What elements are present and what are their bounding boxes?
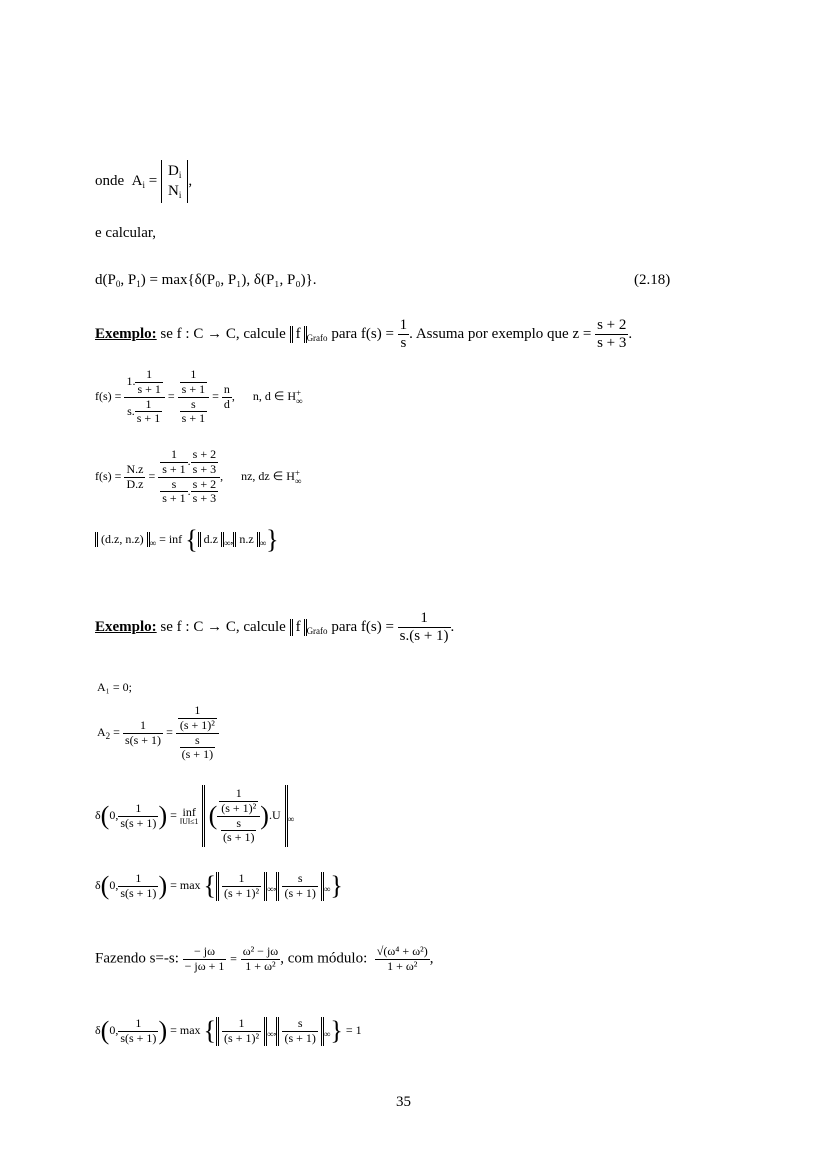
f4-den: s + 3: [192, 491, 217, 506]
fazendo-lead: Fazendo s=-s:: [95, 950, 179, 967]
inner-num-c: 1: [180, 368, 207, 383]
brace-close: }: [266, 525, 279, 554]
sub-N-i: i: [178, 189, 182, 200]
fa-den: (s + 1)²: [224, 885, 260, 900]
f1-num: 1: [160, 448, 187, 463]
example-1-text-c: . Assuma por exemplo que: [409, 326, 569, 343]
example-1-statement: [95, 317, 632, 353]
brace-open: {: [185, 525, 198, 554]
nz-norm: [233, 532, 259, 547]
dot2: .: [187, 483, 191, 498]
cond: n, d ∈ H: [252, 388, 296, 403]
a2-inner-num: 1: [178, 704, 217, 719]
example-1-text-b: para f(s) =: [331, 326, 394, 343]
ex1l1-lhs: f(s) =: [95, 388, 122, 403]
sep: ,: [273, 878, 277, 893]
frac-example-2: [398, 610, 451, 646]
a2-2-den: [176, 734, 219, 763]
fz-f1-den: − jω + 1: [184, 958, 225, 973]
delta1-big-frac: [217, 787, 260, 845]
fz-eq: =: [230, 951, 237, 966]
cond-sup: +: [296, 388, 302, 398]
d3-den: s(s + 1): [120, 1030, 157, 1045]
norm-sub: ∞: [287, 813, 295, 824]
paren-close: ): [158, 800, 168, 830]
Nz: N.z: [126, 461, 144, 476]
fz-f3-num: √(ω⁴ + ω²): [376, 944, 428, 958]
paren-close: ): [158, 871, 168, 901]
example-2-text-b: para f(s) =: [331, 619, 394, 636]
line-onde: [95, 160, 192, 203]
gb-den: (s + 1): [284, 1030, 316, 1045]
cond-sub: ∞: [296, 396, 303, 407]
frac-den: s: [400, 335, 407, 352]
s-dot: s.: [127, 403, 135, 418]
d1: s(s + 1): [124, 732, 162, 747]
eq-inf: = inf: [159, 532, 183, 546]
bd-den: (s + 1): [223, 830, 255, 845]
eq: =: [148, 468, 156, 483]
graph-norm: [290, 326, 307, 343]
inner-den-c: s + 1: [181, 381, 206, 396]
inf-operator: [180, 806, 199, 826]
sym-N: N: [168, 182, 179, 199]
bn: [219, 787, 258, 816]
eq-b: =: [212, 388, 219, 403]
frac-Nz-Dz: [124, 463, 145, 492]
equation-label-2-18: (2.18): [634, 272, 671, 288]
inner-num: 1: [135, 368, 162, 383]
z-num: s + 2: [595, 317, 628, 335]
big-num: [217, 787, 260, 817]
ex1-line-1: f(s) = 1. $\frac{1}{s + 1}$ s. $\frac{1}{s + 1}$ = $\frac{\frac{1}{s + 1}}{\frac{s}{s + 1}}$ = $\frac{n}{d}$ , n, d ∈ H + ∞: [95, 367, 303, 426]
inner-den-b: s + 1: [136, 411, 161, 426]
bn-den: (s + 1)²: [221, 800, 257, 815]
dot1: .: [187, 454, 191, 469]
compound-num: [124, 368, 164, 398]
f3-num: s: [160, 478, 187, 493]
sym-D: D: [168, 163, 179, 179]
compound-c-den: [158, 478, 220, 507]
fb-num: s: [282, 872, 317, 887]
delta-result-equation: [95, 1017, 362, 1046]
f2-num: s + 2: [192, 447, 217, 461]
frac-num: 1: [398, 317, 410, 335]
cond-scripts: [296, 389, 302, 405]
bd-num: s: [221, 817, 256, 832]
dz-sub: ∞: [224, 538, 231, 548]
p-open: (: [208, 800, 218, 830]
fb-den: (s + 1): [284, 885, 316, 900]
eq-a: =: [167, 388, 175, 403]
f3-den: s + 1: [162, 491, 186, 506]
inner-den: s + 1: [137, 381, 161, 396]
sub-grafo-2: Grafo: [306, 626, 328, 637]
f1: [160, 448, 187, 477]
example-2-tail: .: [450, 619, 455, 636]
fz-f3: [375, 945, 430, 974]
a2-inner2-den: (s + 1): [181, 747, 214, 762]
graph-norm-2: [290, 619, 307, 636]
page-number: 35: [396, 1094, 411, 1110]
eq: =: [170, 807, 177, 822]
n1: 1: [123, 719, 163, 734]
f4: [191, 478, 218, 507]
paren-open: (: [100, 871, 110, 901]
compound-frac-c: [158, 448, 220, 506]
frac-n-d: [222, 383, 232, 412]
brace-close: }: [330, 871, 343, 901]
A-sub: 2: [105, 730, 111, 741]
paren-open: (: [100, 1016, 110, 1046]
pair-norm: [95, 532, 150, 547]
line-e-calcular: e calcular,: [95, 225, 157, 241]
d1-den: s(s + 1): [120, 815, 157, 830]
cond-scripts: [295, 469, 301, 485]
sub-D-i: i: [178, 170, 182, 180]
f2-den: s + 3: [192, 461, 217, 476]
d3-frac: [118, 1017, 158, 1046]
compound-frac-a: [124, 368, 164, 426]
brace-close: }: [330, 1016, 343, 1046]
inf: inf: [182, 805, 196, 820]
eq-max: = max: [170, 1023, 201, 1038]
eq-max: = max: [170, 878, 201, 893]
ex1l2-lhs: f(s) =: [95, 468, 122, 483]
delta-max-equation: [95, 872, 343, 901]
norm-b: [276, 872, 323, 901]
cond: nz, dz ∈ H: [241, 468, 295, 483]
cond-sup: +: [294, 468, 300, 478]
fb: [282, 872, 317, 901]
eq218-max: max: [161, 272, 188, 288]
example-2-text-a: se f : C → C, calcule: [160, 619, 286, 636]
sym-A: A: [131, 173, 143, 190]
U: .U: [268, 807, 281, 822]
d1-num: 1: [118, 802, 158, 817]
d3-num: 1: [118, 1017, 158, 1032]
f3: [160, 478, 187, 507]
a2-inner: [178, 704, 217, 733]
compound-den: [124, 398, 164, 427]
eq218-mid: , P: [120, 272, 137, 288]
example-1-title: Exemplo:: [95, 326, 157, 343]
fz-f3-den: 1 + ω²: [387, 958, 418, 973]
d2-num: 1: [118, 872, 158, 887]
fz-f1-num: − jω: [183, 945, 227, 960]
delta-inf-equation: [95, 785, 294, 847]
cond-sub: ∞: [294, 476, 302, 487]
comma: ,: [188, 173, 193, 190]
norm-f: f: [295, 326, 301, 343]
gb: [282, 1017, 317, 1046]
f2: [191, 448, 218, 477]
frac-z: [595, 317, 628, 353]
norm-f-2: f: [295, 619, 301, 636]
inner-frac-c: [180, 368, 207, 397]
d1-frac: [118, 802, 158, 831]
compound-b-num: [178, 368, 209, 398]
ga: [222, 1017, 261, 1046]
gb-num: s: [282, 1017, 317, 1032]
eq-sign: =: [148, 173, 158, 190]
eq2: =: [166, 724, 173, 739]
zero: 0,: [109, 807, 119, 822]
inner-num-b: 1: [135, 398, 162, 413]
zero: 0,: [109, 878, 119, 893]
a2-inner-den: (s + 1)²: [179, 717, 215, 732]
nz-sub: ∞: [259, 538, 267, 548]
brace-open: {: [203, 871, 217, 901]
eq218-sub0: 0: [115, 279, 121, 289]
inf-sub: ‖U‖≤1: [179, 817, 199, 827]
inner-den-d: s + 1: [181, 411, 206, 426]
fa: [222, 872, 261, 901]
brace-open: {: [203, 1016, 217, 1046]
ex2-den: s.(s + 1): [399, 628, 449, 645]
inner-frac-a: [135, 368, 162, 397]
pair: (d.z, n.z): [101, 532, 144, 546]
word-onde: onde: [95, 173, 125, 190]
delta: δ: [95, 1023, 101, 1038]
result: = 1: [345, 1023, 362, 1038]
f1-den: s + 1: [162, 461, 186, 476]
fz-f2-den: 1 + ω²: [245, 958, 276, 973]
example-1-text-a: se f : C → C, calcule: [160, 326, 286, 343]
example-2-statement: [95, 610, 454, 646]
z-lhs: z =: [572, 326, 592, 343]
eq218-rhs: {δ(P₀, P₁), δ(P₁, P₀)}.: [187, 272, 317, 288]
sub-a: ∞: [267, 1029, 274, 1040]
fz-tail: ,: [429, 950, 434, 967]
compound-frac-b: [178, 368, 209, 426]
eq218-sub1: 1: [136, 279, 141, 289]
sub-i: i: [142, 180, 146, 191]
fazendo-line: [95, 945, 433, 974]
sep: ,: [273, 1023, 277, 1038]
fa-num: 1: [222, 872, 261, 887]
dz: d.z: [203, 532, 218, 546]
sub-grafo: Grafo: [306, 333, 328, 344]
equation-2-18: [95, 272, 317, 289]
dz-norm: [198, 532, 224, 547]
p-close: ): [260, 800, 269, 830]
frac-1-over-s: [398, 317, 410, 353]
norm-b: [276, 1017, 323, 1046]
fz-mid: , com módulo:: [280, 950, 368, 967]
eq1: =: [113, 724, 120, 739]
a2-inner-2: [180, 734, 215, 763]
norm-a: [216, 872, 267, 901]
ga-num: 1: [222, 1017, 261, 1032]
d: d: [223, 396, 230, 411]
sub-b: ∞: [323, 884, 331, 895]
eq218-close: ): [140, 272, 146, 288]
zero: 0,: [109, 1023, 119, 1038]
A: A: [97, 724, 106, 739]
nz: n.z: [239, 532, 254, 546]
matrix-Ai: [161, 160, 188, 203]
delta: δ: [95, 807, 101, 822]
ex1-line-3: [95, 527, 279, 553]
inf-sub: ∞: [149, 538, 157, 548]
ex1-line-2: [95, 448, 301, 506]
inner-frac-b: [135, 398, 162, 427]
bn-num: 1: [219, 787, 258, 802]
inner-frac-d: [180, 398, 207, 427]
bd: [221, 817, 256, 846]
n: n: [223, 381, 230, 396]
ex2-A2: [97, 704, 219, 762]
f4-num: s + 2: [192, 476, 217, 491]
d2-den: s(s + 1): [120, 885, 157, 900]
one-dot: 1.: [126, 374, 136, 389]
eq218-eq: =: [149, 272, 158, 288]
fz-f2: [241, 945, 281, 974]
z-den: s + 3: [597, 335, 627, 352]
big-den: [217, 817, 260, 846]
example-2-title: Exemplo:: [95, 619, 157, 636]
delta1-norm: [202, 785, 288, 847]
fz-f1: [183, 945, 227, 974]
fz-f2-num: ω² − jω: [242, 944, 279, 958]
frac-a2-1: [123, 719, 163, 748]
compound-c-num: [158, 448, 220, 478]
eq218-lhs: d(P: [95, 272, 116, 288]
paren-close: ): [158, 1016, 168, 1046]
frac-a2-2: [176, 704, 219, 762]
sub-b: ∞: [323, 1029, 331, 1040]
ex2-A1: A₁ = 0;: [97, 680, 132, 694]
sep: ,: [230, 532, 234, 546]
ex2-num: 1: [398, 610, 451, 628]
ga-den: (s + 1)²: [224, 1030, 260, 1045]
d2-frac: [118, 872, 158, 901]
comma: ,: [220, 468, 224, 483]
norm-a: [216, 1017, 267, 1046]
a2-2-num: [176, 704, 219, 734]
compound-b-den: [178, 398, 209, 427]
delta: δ: [95, 878, 101, 893]
inner-num-d: s: [180, 398, 207, 413]
Dz: D.z: [126, 476, 144, 491]
example-1-tail: .: [628, 326, 633, 343]
a2-inner2-num: s: [180, 734, 215, 749]
paren-open: (: [100, 800, 110, 830]
sub-a: ∞: [267, 884, 274, 895]
